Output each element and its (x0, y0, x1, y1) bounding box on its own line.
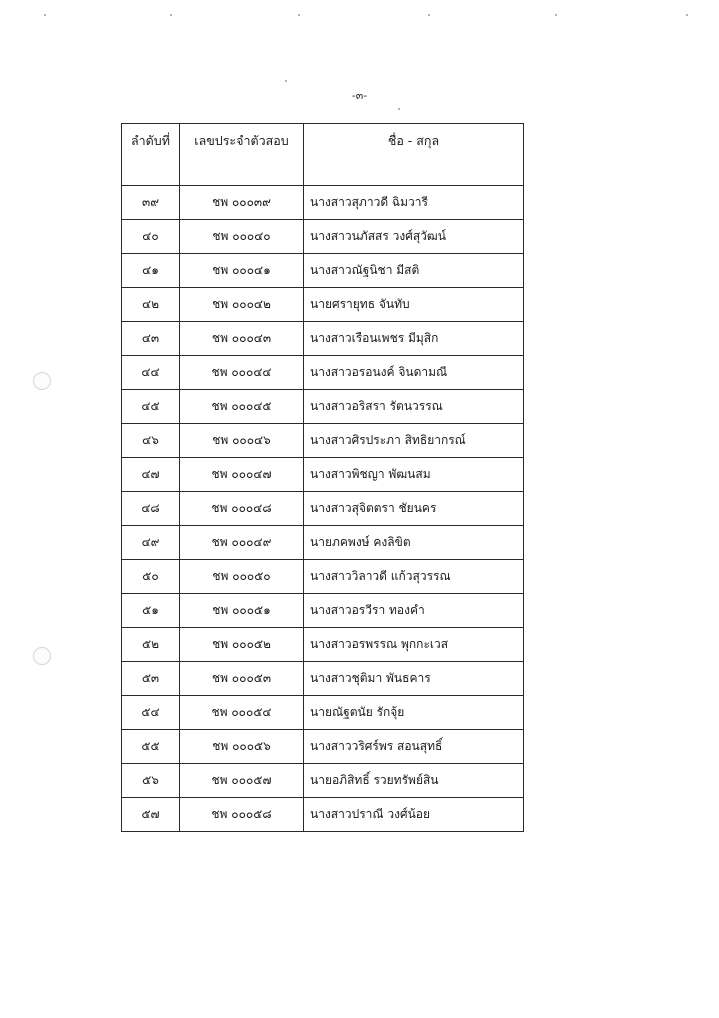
table-row (122, 798, 524, 832)
cell-name: นางสาวอริสรา รัตนวรรณ (304, 390, 524, 424)
cell-exam-id: ชพ ๐๐๐๔๖ (180, 424, 304, 458)
cell-name: นางสาวอรพรรณ พุกกะเวส (304, 628, 524, 662)
table-row (122, 492, 524, 526)
cell-name: นายอภิสิทธิ์ รวยทรัพย์สิน (304, 764, 524, 798)
scan-speck (285, 80, 287, 82)
cell-no: ๕๒ (122, 628, 180, 662)
cell-name: นายภคพงษ์ คงลิขิต (304, 526, 524, 560)
scan-speck (555, 14, 557, 16)
punch-hole (33, 647, 51, 665)
cell-no: ๕๔ (122, 696, 180, 730)
cell-no: ๔๕ (122, 390, 180, 424)
cell-no: ๔๖ (122, 424, 180, 458)
table-row (122, 424, 524, 458)
cell-exam-id: ชพ ๐๐๐๓๙ (180, 186, 304, 220)
cell-exam-id: ชพ ๐๐๐๕๑ (180, 594, 304, 628)
cell-no: ๔๙ (122, 526, 180, 560)
table-row (122, 186, 524, 220)
table-header-row (122, 124, 524, 186)
table-row (122, 390, 524, 424)
cell-no: ๕๖ (122, 764, 180, 798)
table-row (122, 254, 524, 288)
table-row (122, 288, 524, 322)
table-row (122, 220, 524, 254)
cell-no: ๔๒ (122, 288, 180, 322)
cell-exam-id: ชพ ๐๐๐๕๔ (180, 696, 304, 730)
table-body (122, 186, 524, 832)
cell-name: นางสาวเรือนเพชร มีมุสิก (304, 322, 524, 356)
cell-name: นายศรายุทธ จันทับ (304, 288, 524, 322)
table-row (122, 696, 524, 730)
cell-name: นางสาวสุภาวดี ฉิมวารี (304, 186, 524, 220)
cell-exam-id: ชพ ๐๐๐๕๖ (180, 730, 304, 764)
cell-exam-id: ชพ ๐๐๐๔๔ (180, 356, 304, 390)
cell-name: นางสาวปราณี วงศ์น้อย (304, 798, 524, 832)
table-row (122, 764, 524, 798)
cell-no: ๕๑ (122, 594, 180, 628)
header-name: ชื่อ - สกุล (304, 124, 524, 186)
table-row (122, 356, 524, 390)
header-no: ลำดับที่ (122, 124, 180, 186)
cell-no: ๓๙ (122, 186, 180, 220)
scan-speck (44, 14, 46, 16)
cell-exam-id: ชพ ๐๐๐๕๘ (180, 798, 304, 832)
cell-name: นางสาวสุจิตตรา ชัยนคร (304, 492, 524, 526)
table-row (122, 628, 524, 662)
cell-no: ๔๘ (122, 492, 180, 526)
cell-no: ๔๐ (122, 220, 180, 254)
cell-exam-id: ชพ ๐๐๐๔๘ (180, 492, 304, 526)
scan-speck (686, 14, 688, 16)
table-row (122, 526, 524, 560)
scan-speck (170, 14, 172, 16)
table-row (122, 458, 524, 492)
cell-name: นางสาวอรอนงค์ จินดามณี (304, 356, 524, 390)
cell-exam-id: ชพ ๐๐๐๔๓ (180, 322, 304, 356)
cell-exam-id: ชพ ๐๐๐๔๑ (180, 254, 304, 288)
cell-exam-id: ชพ ๐๐๐๔๙ (180, 526, 304, 560)
cell-no: ๕๓ (122, 662, 180, 696)
page-number: -๓- (351, 89, 368, 102)
candidate-table (121, 123, 524, 832)
header-exam-id: เลขประจำตัวสอบ (180, 124, 304, 186)
cell-exam-id: ชพ ๐๐๐๔๐ (180, 220, 304, 254)
cell-name: นางสาววริศร์พร สอนสุทธิ์ (304, 730, 524, 764)
cell-exam-id: ชพ ๐๐๐๕๗ (180, 764, 304, 798)
table-row (122, 730, 524, 764)
cell-no: ๕๐ (122, 560, 180, 594)
cell-exam-id: ชพ ๐๐๐๕๓ (180, 662, 304, 696)
cell-name: นางสาวศิรประภา สิทธิยากรณ์ (304, 424, 524, 458)
cell-no: ๕๕ (122, 730, 180, 764)
cell-no: ๔๑ (122, 254, 180, 288)
cell-exam-id: ชพ ๐๐๐๔๗ (180, 458, 304, 492)
cell-no: ๔๔ (122, 356, 180, 390)
cell-exam-id: ชพ ๐๐๐๔๒ (180, 288, 304, 322)
cell-name: นางสาววิลาวดี แก้วสุวรรณ (304, 560, 524, 594)
cell-name: นางสาวนภัสสร วงศ์สุวัฒน์ (304, 220, 524, 254)
cell-exam-id: ชพ ๐๐๐๕๒ (180, 628, 304, 662)
table-row (122, 594, 524, 628)
cell-name: นายณัฐตนัย รักจุ้ย (304, 696, 524, 730)
cell-no: ๕๗ (122, 798, 180, 832)
cell-name: นางสาวพิชญา พัฒนสม (304, 458, 524, 492)
cell-exam-id: ชพ ๐๐๐๕๐ (180, 560, 304, 594)
scan-speck (398, 108, 400, 110)
punch-hole (33, 372, 51, 390)
scan-speck (298, 14, 300, 16)
scan-speck (428, 14, 430, 16)
cell-no: ๔๓ (122, 322, 180, 356)
table-row (122, 322, 524, 356)
cell-name: นางสาวณัฐนิชา มีสติ (304, 254, 524, 288)
cell-no: ๔๗ (122, 458, 180, 492)
cell-name: นางสาวชุติมา พันธคาร (304, 662, 524, 696)
cell-exam-id: ชพ ๐๐๐๔๕ (180, 390, 304, 424)
table-row (122, 662, 524, 696)
table-row (122, 560, 524, 594)
cell-name: นางสาวอรวีรา ทองคำ (304, 594, 524, 628)
